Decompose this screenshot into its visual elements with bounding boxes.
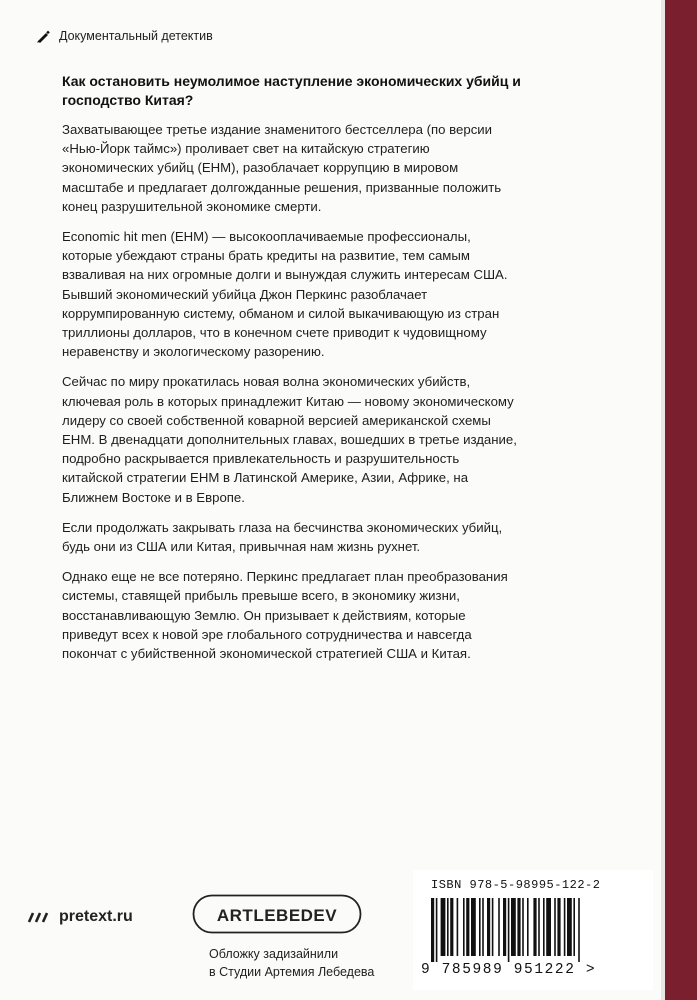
- barcode-bar: [498, 898, 500, 956]
- barcode-bar: [538, 898, 540, 956]
- barcode-bar: [487, 898, 490, 956]
- barcode-bar: [466, 898, 469, 956]
- spine: [665, 0, 697, 1000]
- barcode-bar: [543, 898, 545, 956]
- credit-line: в Студии Артемия Лебедева: [209, 965, 375, 979]
- isbn: ISBN 978-5-98995-122-2: [431, 878, 601, 892]
- rubric: [35, 28, 213, 44]
- barcode-bar: [503, 898, 506, 956]
- pen-icon: [35, 28, 51, 44]
- logo-text: ARTLEBEDEV: [216, 906, 338, 925]
- paragraph: Однако еще не все потеряно. Перкинс предлагает план преобразования системы, ставящей прибыль превыше всего, в экономику жизни, восстанавливающую Землю. Он призывает к действиям, которые приведут всех к новой эре глобального сотрудничества и навсегда покончат с убийственной экономической стратегией США и Китая.: [62, 569, 508, 662]
- barcode-bar: [578, 898, 580, 962]
- headline: Как остановить неумолимое наступление экономических убийц и господство Китая?: [62, 73, 521, 108]
- barcode-bar: [457, 898, 459, 956]
- barcode-bar: [482, 898, 484, 956]
- barcode-bar: [471, 898, 476, 956]
- triple-slash-icon: [27, 910, 55, 924]
- paragraph: Если продолжать закрывать глаза на бесчинства экономических убийц, будь они из США или Китая, привычная нам жизнь рухнет.: [62, 519, 503, 555]
- barcode-bar: [527, 898, 529, 956]
- barcode-bar: [436, 898, 438, 962]
- barcode-bar: [431, 898, 434, 962]
- barcode-digits: 9 785989 951222 >: [421, 962, 597, 978]
- paragraph: Сейчас по миру прокатилась новая волна экономических убийств, ключевая роль в которых принадлежит Китаю — новому экономическому лидеру со своей собственной коварной версией американской схемы ЕНМ. В двенадцати дополнительных главах, вошедших в третье издание, подробно раскрывается привлекательность и разрушительность китайской стратегии ЕНМ в Латинской Америке, Азии, Африке, на Ближнем Востоке и в Европе.: [62, 374, 517, 505]
- publisher-site[interactable]: [27, 908, 133, 926]
- barcode-bar: [479, 898, 481, 956]
- barcode-bar: [546, 898, 551, 956]
- barcode-bar: [492, 898, 494, 956]
- barcode: [421, 898, 645, 962]
- barcode-bar: [573, 898, 575, 956]
- barcode-bar: [441, 898, 446, 956]
- paragraph: Захватывающее третье издание знаменитого бестселлера (по версии «Нью-Йорк таймс») проливает свет на китайскую стратегию экономических убийц (ЕНМ), разоблачает коррупцию в мировом масштабе и предлагает долгожданные решения, призванные положить конец разрушительной экономике смерти.: [62, 122, 502, 214]
- barcode-bar: [533, 898, 536, 956]
- barcode-bar: [463, 898, 465, 956]
- barcode-bar: [522, 898, 524, 956]
- barcode-bar: [554, 898, 556, 956]
- paragraph: Economic hit men (ЕНМ) — высокооплачиваемые профессионалы, которые убеждают страны брать кредиты на развитие, тем самым взваливая на них огромные долги и вынуждая служить интересам США. Бывший экономический убийца Джон Перкинс разоблачает коррумпированную систему, обманом и силой выкачивающую из стран триллионы долларов, что в конечном счете приводит к чудовищному неравенству и экологическому разорению.: [62, 229, 508, 360]
- barcode-bar: [567, 898, 572, 956]
- barcode-bar: [511, 898, 516, 956]
- rubric-label: Документальный детектив: [59, 29, 213, 43]
- barcode-bar: [564, 898, 566, 956]
- credit-line: Обложку задизайнили: [209, 947, 339, 961]
- annotation: [62, 72, 522, 674]
- site-url: pretext.ru: [59, 908, 133, 925]
- design-credit: [209, 945, 374, 981]
- barcode-bar: [508, 898, 510, 962]
- barcode-bar: [450, 898, 453, 956]
- barcode-block: [413, 870, 653, 990]
- barcode-bar: [557, 898, 560, 956]
- barcode-bar: [517, 898, 520, 956]
- barcode-bar: [447, 898, 449, 956]
- artlebedev-logo: [192, 894, 362, 934]
